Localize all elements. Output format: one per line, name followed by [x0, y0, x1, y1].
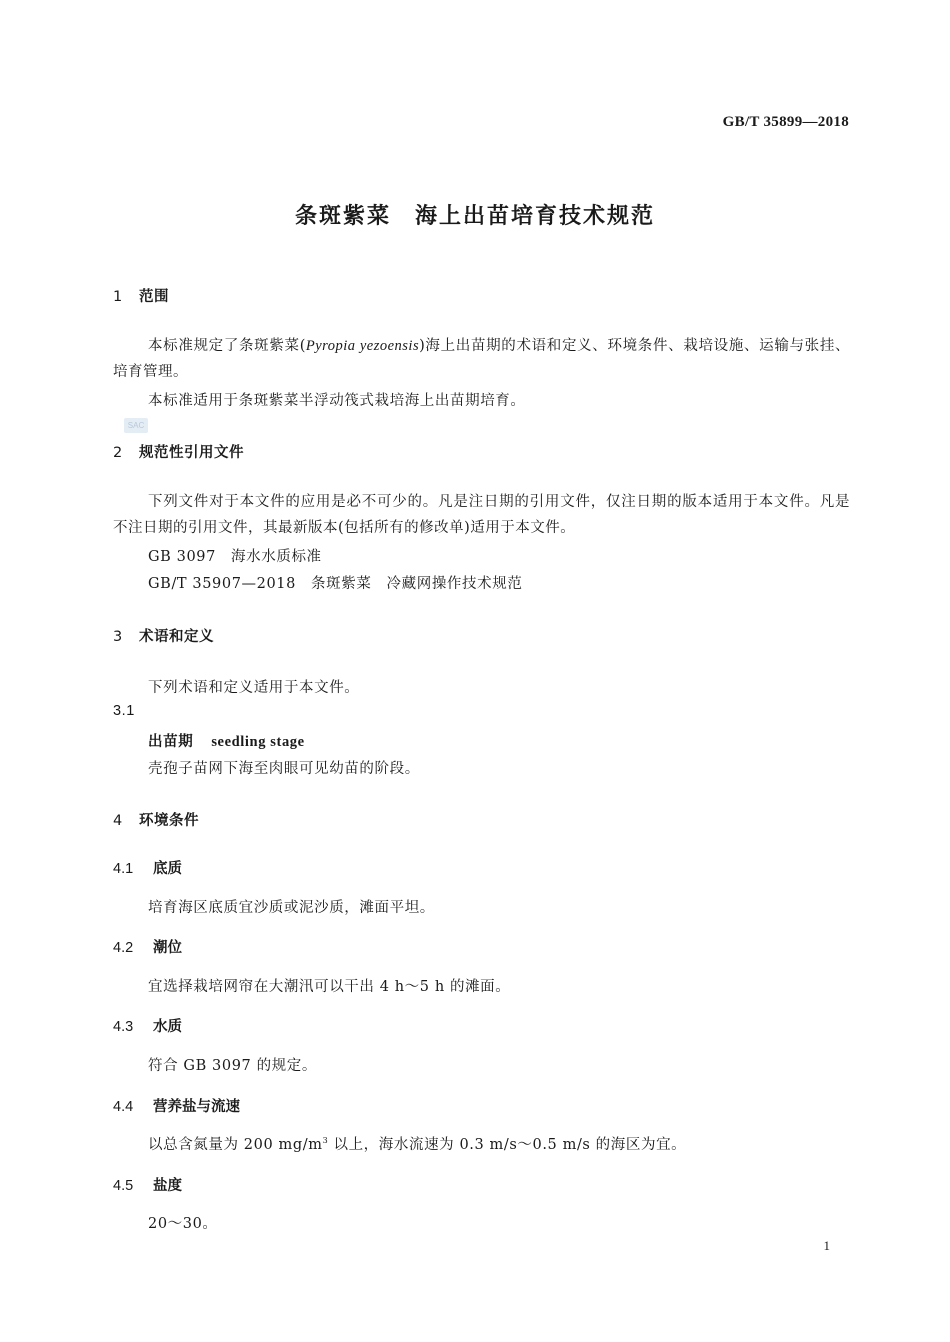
- section-1-paragraph-2: 本标准适用于条斑紫菜半浮动筏式栽培海上出苗期培育。: [148, 393, 526, 409]
- term-chinese: 出苗期: [148, 734, 194, 750]
- term-number: 3.1: [113, 703, 135, 719]
- section-number: 2: [113, 445, 123, 461]
- subsection-4-2-heading: [113, 936, 182, 957]
- section-3-heading: [113, 625, 214, 646]
- sac-watermark-logo: SAC: [124, 418, 148, 433]
- reference-1: GB 3097 海水水质标准: [148, 549, 322, 565]
- section-1-paragraph-1: [113, 333, 850, 385]
- subsection-number: 4.5: [113, 1178, 134, 1194]
- section-title: 环境条件: [139, 813, 199, 829]
- section-number: 3: [113, 629, 123, 645]
- subsection-4-4-text: [148, 1133, 686, 1154]
- section-2-heading: [113, 441, 244, 462]
- section-4-heading: [113, 809, 199, 830]
- text: 以总含氮量为 200 mg/m: [148, 1137, 323, 1153]
- term-english: seedling stage: [211, 734, 305, 750]
- subsection-number: 4.2: [113, 940, 134, 956]
- section-title: 规范性引用文件: [139, 445, 244, 461]
- reference-2: GB/T 35907—2018 条斑紫菜 冷藏网操作技术规范: [148, 576, 523, 592]
- subsection-4-1-text: 培育海区底质宜沙质或泥沙质，滩面平坦。: [148, 900, 435, 916]
- page-number: 1: [823, 1238, 830, 1253]
- section-number: 4: [113, 813, 123, 829]
- subsection-title: 营养盐与流速: [153, 1099, 240, 1115]
- subsection-4-4-heading: [113, 1095, 240, 1116]
- subsection-title: 盐度: [153, 1178, 182, 1194]
- section-1-heading: [113, 285, 169, 306]
- subsection-4-2-text: 宜选择栽培网帘在大潮汛可以干出 4 h～5 h 的滩面。: [148, 979, 511, 995]
- subsection-number: 4.3: [113, 1019, 134, 1035]
- subsection-number: 4.1: [113, 861, 134, 877]
- section-title: 术语和定义: [139, 629, 214, 645]
- term-definition: 壳孢子苗网下海至肉眼可见幼苗的阶段。: [148, 761, 420, 777]
- subsection-title: 潮位: [153, 940, 182, 956]
- subsection-4-3-text: 符合 GB 3097 的规定。: [148, 1058, 317, 1074]
- subsection-title: 水质: [153, 1019, 182, 1035]
- latin-name: Pyropia yezoensis: [305, 338, 420, 354]
- subsection-4-1-heading: [113, 857, 182, 878]
- section-number: 1: [113, 289, 123, 305]
- section-title: 范围: [139, 289, 169, 305]
- subsection-4-3-heading: [113, 1015, 182, 1036]
- text: 以上，海水流速为 0.3 m/s～0.5 m/s 的海区为宜。: [328, 1137, 687, 1153]
- standard-number: GB/T 35899—2018: [722, 114, 849, 130]
- subsection-number: 4.4: [113, 1099, 134, 1115]
- term-heading: [148, 730, 305, 751]
- subsection-4-5-text: 20～30。: [148, 1216, 218, 1232]
- superscript: 3: [322, 1136, 329, 1146]
- subsection-title: 底质: [153, 861, 182, 877]
- subsection-4-5-heading: [113, 1174, 182, 1195]
- document-title: 条斑紫菜 海上出苗培育技术规范: [294, 204, 655, 229]
- section-2-paragraph-1: 下列文件对于本文件的应用是必不可少的。凡是注日期的引用文件，仅注日期的版本适用于本文件。凡是不注日期的引用文件，其最新版本(包括所有的修改单)适用于本文件。: [113, 494, 850, 536]
- text: 本标准规定了条斑紫菜(: [148, 338, 306, 354]
- text: )海上出苗期的术语和定义、环境条件、栽培设施、运输与张挂、培育管理。: [113, 338, 851, 380]
- section-3-paragraph-1: 下列术语和定义适用于本文件。: [148, 680, 360, 696]
